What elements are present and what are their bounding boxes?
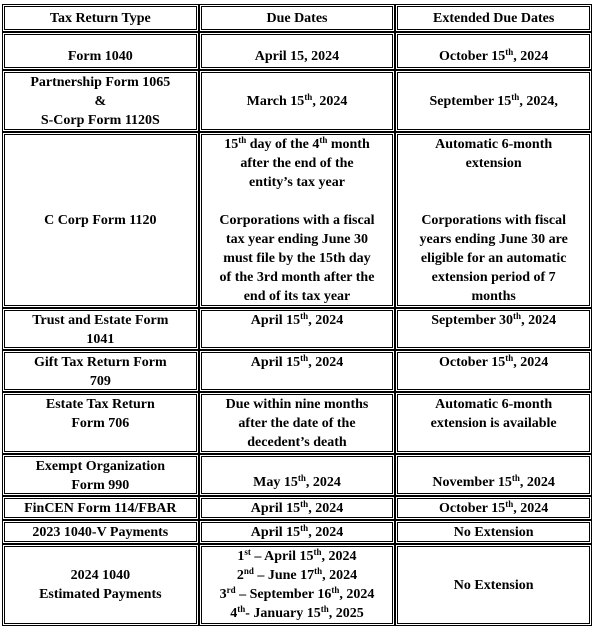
ext-note-line: months [471,289,516,304]
spacer [204,192,391,211]
ext-cell [395,454,592,496]
spacer [400,192,587,211]
header-extended-due-dates: Extended Due Dates [395,4,592,32]
spacer [400,173,587,192]
type-cell [2,544,199,626]
due-line: entity’s tax year [249,175,345,190]
type-cell [2,308,199,350]
ext-cell [395,392,592,454]
due-cell [199,454,396,496]
header-tax-return-type: Tax Return Type [2,4,199,32]
sup-text: April 15th, 2024 [250,498,344,516]
sup-text: September 30th, 2024 [431,311,557,328]
ext-cell [395,70,592,132]
ext-note-line: extension period of 7 [431,270,556,285]
due-line: after the end of the [240,156,354,171]
ext-line: extension [465,156,522,171]
due-cell [199,496,396,520]
sup-text: November 15th, 2024 [432,473,555,490]
ext-cell: No Extension [395,520,592,544]
header-due-dates: Due Dates [199,4,396,32]
due-cell [199,308,396,350]
table-row [2,544,592,626]
due-note-line: tax year ending June 30 [225,232,369,247]
type-line: Exempt Organization [35,459,166,474]
type-cell: FinCEN Form 114/FBAR [2,496,199,520]
type-line: Partnership Form 1065 [30,74,171,90]
due-cell [199,350,396,392]
type-cell [2,350,199,392]
table-row [2,32,592,70]
table-row [2,454,592,496]
table-row [2,520,592,544]
table-row [2,350,592,392]
ext-cell [395,32,592,70]
due-note-line: end of its tax year [243,289,351,304]
due-line: 15th day of the 4th month [224,135,370,152]
type-cell: C Corp Form 1120 [2,132,199,308]
ext-cell [395,308,592,350]
due-note-line: must file by the 15th day [223,251,371,266]
due-line: 4th- January 15th, 2025 [230,604,364,621]
ext-cell [395,496,592,520]
table-row [2,70,592,132]
header-row [2,4,592,32]
due-cell [199,544,396,626]
due-note-line: Corporations with a fiscal [219,213,375,228]
sup-text: October 15th, 2024 [439,47,549,64]
type-cell: 2023 1040-V Payments [2,520,199,544]
type-line: 709 [89,374,111,389]
due-line: 3rd – September 16th, 2024 [219,585,375,602]
ext-note-line: eligible for an automatic [420,251,567,266]
type-line: Form 990 [71,478,130,493]
ext-cell: No Extension [395,544,592,626]
due-cell [199,520,396,544]
due-cell [199,392,396,454]
table-row [2,496,592,520]
type-line: Estimated Payments [39,587,162,602]
due-note-line: of the 3rd month after the [219,270,375,285]
type-line: Gift Tax Return Form [34,355,167,370]
due-cell: April 15, 2024 [199,32,396,70]
type-cell [2,392,199,454]
due-line: after the date of the [238,416,356,431]
ext-line: Automatic 6-month [435,397,553,412]
due-line: decedent’s death [247,435,347,450]
type-line: & [94,93,107,109]
type-cell: Form 1040 [2,32,199,70]
due-cell [199,70,396,132]
table-row [2,308,592,350]
sup-text: April 15th, 2024 [250,311,344,328]
type-cell [2,454,199,496]
sup-text: May 15th, 2024 [253,473,341,490]
ext-cell [395,350,592,392]
sup-text: October 15th, 2024 [439,353,549,370]
ext-note-line: years ending June 30 are [419,232,568,247]
type-cell [2,70,199,132]
type-line: Form 706 [71,416,130,431]
due-line: 2nd – June 17th, 2024 [236,566,358,583]
ext-line: extension is available [430,416,557,431]
sup-text: September 15th, 2024, [429,91,558,109]
type-line: S-Corp Form 1120S [40,112,160,128]
type-line: Trust and Estate Form [32,313,169,328]
due-line: 1st – April 15th, 2024 [237,547,357,564]
ext-note-line: Corporations with fiscal [421,213,566,228]
type-line: 1041 [86,332,115,347]
due-line: Due within nine months [225,397,369,412]
sup-text: October 15th, 2024 [439,498,549,516]
due-cell [199,132,396,308]
sup-text: April 15th, 2024 [250,522,344,540]
type-line: Estate Tax Return [45,397,155,412]
tax-due-dates-table [2,4,592,626]
ext-cell [395,132,592,308]
type-line: 2024 1040 [70,568,131,583]
table-row [2,392,592,454]
ext-line: Automatic 6-month [435,137,553,152]
sup-text: March 15th, 2024 [246,91,348,109]
table-row [2,132,592,308]
sup-text: April 15th, 2024 [250,353,344,370]
